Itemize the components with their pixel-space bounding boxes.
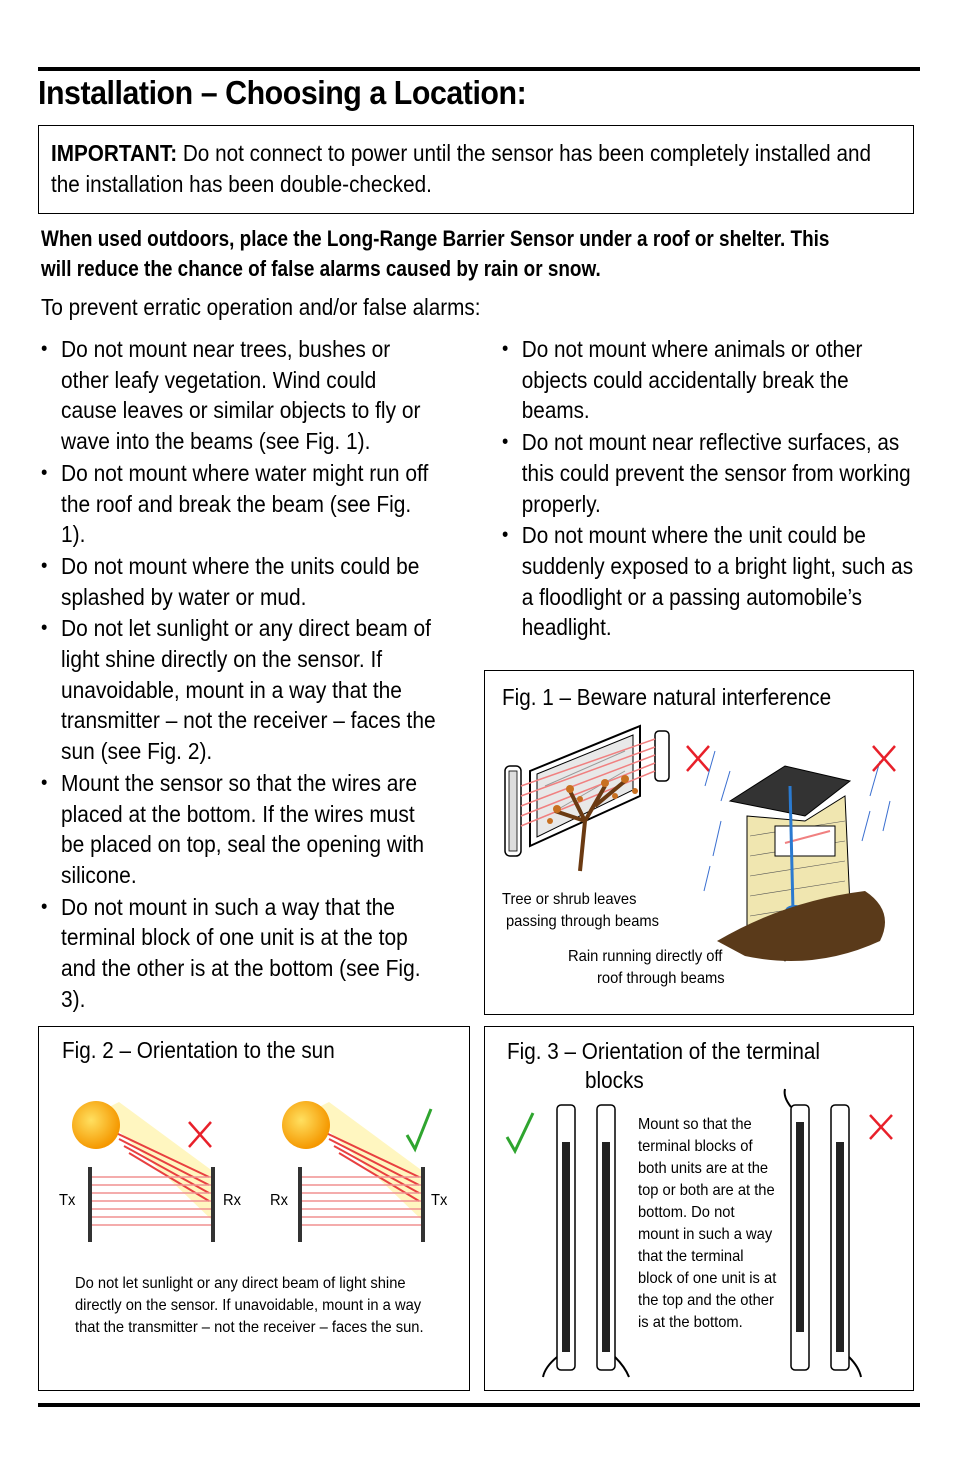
bullet-item: • Do not mount where animals or other objects could accidentally break the beams.	[502, 334, 914, 426]
bullet-list-left	[41, 334, 437, 1015]
fig3-note: Mount so that the terminal blocks of both units are at the top or both are at the bottom. Do not mount in such a way that the terminal block of one unit is at the top and the other is at the bottom.	[638, 1116, 777, 1331]
fig2-title: Fig. 2 – Orientation to the sun	[62, 1037, 335, 1063]
important-text: Do not connect to power until the sensor has been completely installed and the installation has been double-checked.	[51, 140, 871, 197]
fig2-note: Do not let sunlight or any direct beam of light shine directly on the sensor. If unavoidable, mount in a way that the transmitter – not the receiver – faces the sun.	[75, 1275, 424, 1336]
fig1-caption-tree-1: Tree or shrub leaves	[502, 891, 637, 908]
bullet-item: • Do not mount near reflective surfaces, as this could prevent the sensor from working properly.	[502, 427, 914, 519]
fig1-caption-rain-1: Rain running directly off	[568, 948, 723, 965]
fig2-right-tx: Tx	[431, 1192, 448, 1209]
page-title: Installation – Choosing a Location:	[38, 74, 527, 111]
figure-1	[484, 670, 914, 1015]
sensor-post-icon	[831, 1105, 861, 1377]
wrong-x-icon	[873, 746, 895, 771]
fig1-caption-tree-2: passing through beams	[506, 913, 660, 930]
important-box	[38, 125, 914, 214]
sun-icon	[72, 1101, 120, 1149]
bottom-rule	[38, 1403, 920, 1407]
bullet-item: • Do not mount in such a way that the terminal block of one unit is at the top and the other is at the bottom (see Fig. 3).	[41, 892, 437, 1015]
bullet-item: • Do not mount where the unit could be suddenly exposed to a bright light, such as a floodlight or a passing automobile’s headlight.	[502, 520, 914, 643]
figure-2	[38, 1026, 470, 1391]
top-rule	[38, 67, 920, 71]
sun-icon	[282, 1101, 330, 1149]
sensor-post-icon	[505, 766, 521, 856]
fig1-caption-rain-2: roof through beams	[597, 970, 725, 987]
fig1-title: Fig. 1 – Beware natural interference	[502, 684, 832, 710]
fig2-left-tx: Tx	[59, 1192, 76, 1209]
fig2-left-rx: Rx	[223, 1192, 241, 1209]
fig3-title-line2: blocks	[585, 1067, 644, 1093]
fig3-title-line1: Fig. 3 – Orientation of the terminal	[507, 1038, 820, 1064]
sensor-post-icon	[655, 731, 669, 781]
checkmark-icon	[407, 1109, 431, 1149]
figure-3	[484, 1026, 914, 1391]
sensor-post-icon	[597, 1105, 629, 1377]
bullet-list-right	[502, 334, 914, 644]
checkmark-icon	[507, 1113, 533, 1151]
wrong-x-icon	[687, 746, 709, 771]
bullet-item: • Do not let sunlight or any direct beam of light shine directly on the sensor. If unavoidable, mount in a way that the transmitter – not the receiver – faces the sun (see Fig. 2).	[41, 613, 437, 767]
intro-text: To prevent erratic operation and/or false alarms:	[41, 294, 481, 320]
sensor-post-icon	[543, 1105, 575, 1377]
sensor-post-icon	[421, 1167, 425, 1242]
bullet-item: • Mount the sensor so that the wires are placed at the bottom. If the wires must be placed on top, seal the opening with silicone.	[41, 768, 437, 891]
wrong-x-icon	[870, 1115, 892, 1139]
fig2-right-rx: Rx	[270, 1192, 288, 1209]
sensor-post-icon	[211, 1167, 215, 1242]
sensor-post-icon	[88, 1167, 92, 1242]
important-label: IMPORTANT:	[51, 140, 178, 166]
bullet-item: • Do not mount where the units could be splashed by water or mud.	[41, 551, 437, 612]
outdoor-note: When used outdoors, place the Long-Range Barrier Sensor under a roof or shelter. This will reduce the chance of false alarms caused by rain or snow.	[41, 226, 830, 281]
sensor-post-icon	[298, 1167, 302, 1242]
wrong-x-icon	[189, 1122, 211, 1147]
bullet-item: • Do not mount where water might run off the roof and break the beam (see Fig. 1).	[41, 458, 437, 550]
sensor-post-icon	[785, 1089, 809, 1370]
bullet-item: • Do not mount near trees, bushes or other leafy vegetation. Wind could cause leaves or similar objects to fly or wave into the beams (see Fig. 1).	[41, 334, 437, 457]
